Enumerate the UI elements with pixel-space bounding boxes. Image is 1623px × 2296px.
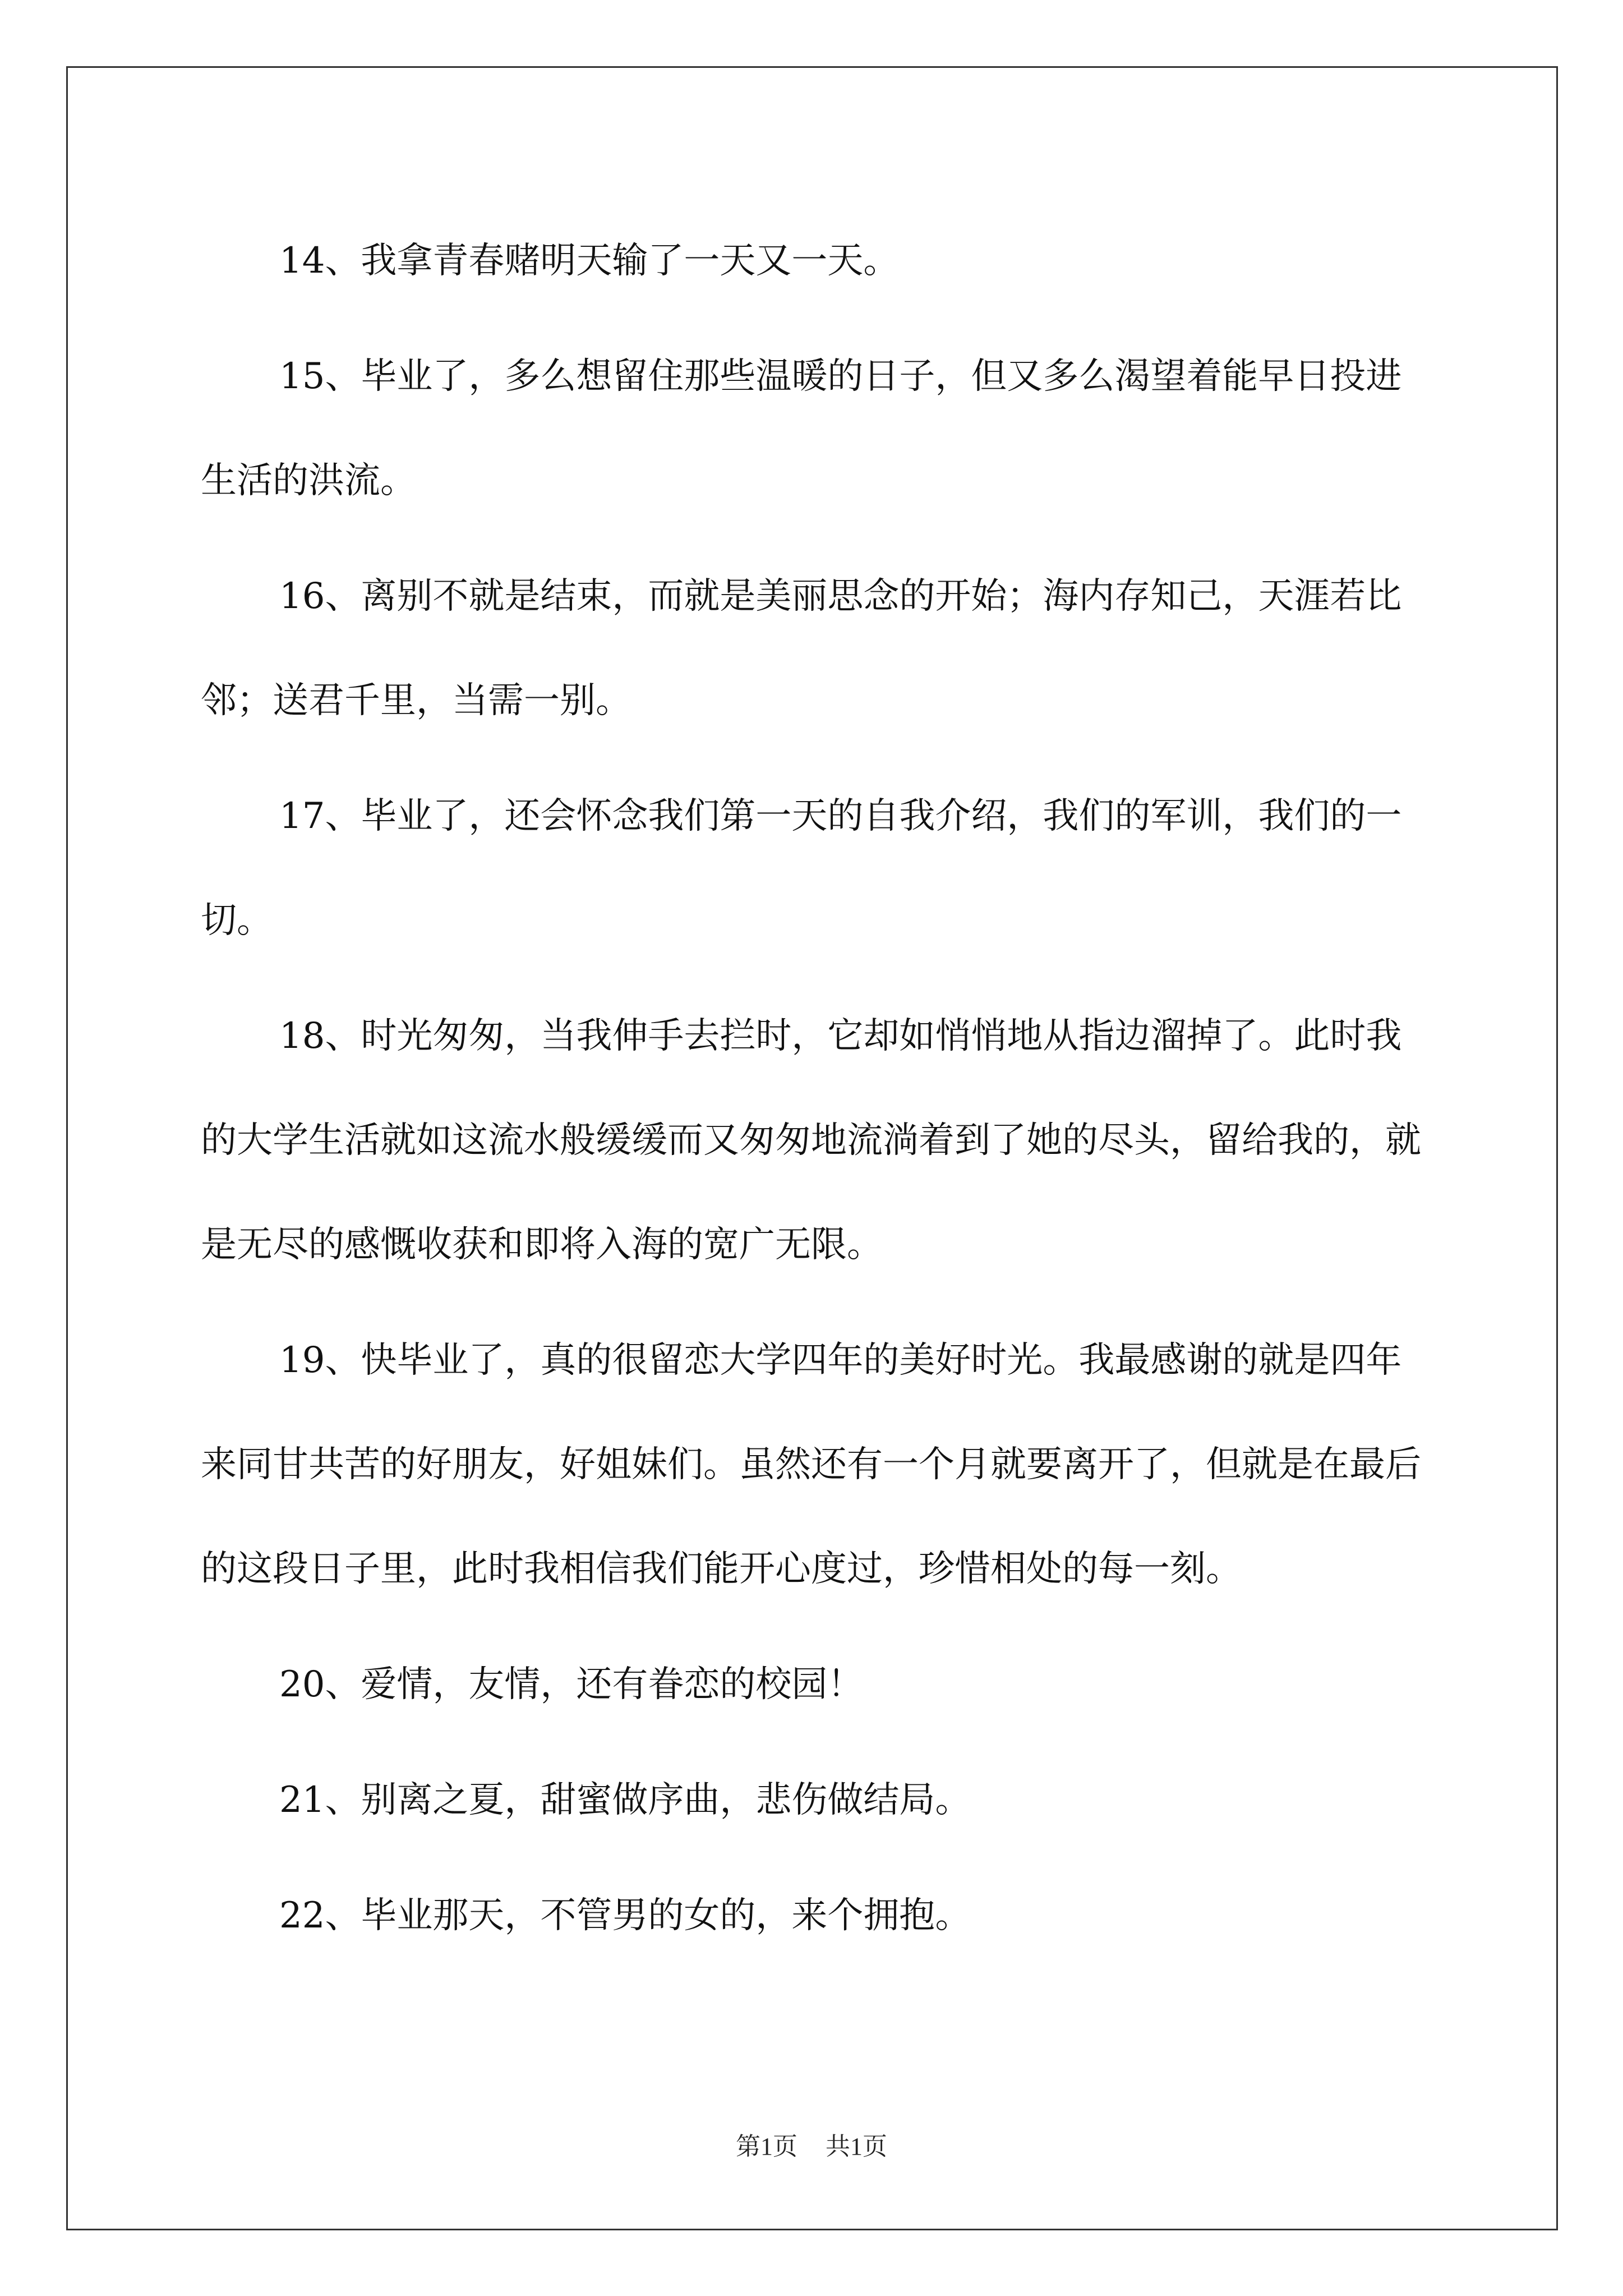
paragraph-20: 20、爱情，友情，还有眷恋的校园！ bbox=[279, 1664, 864, 1705]
paragraph-14: 14、我拿青春赌明天输了一天又一天。 bbox=[279, 240, 900, 282]
paragraph-16: 16、离别不就是结束，而就是美丽思念的开始；海内存知己，天涯若比邻；送君千里，当需一别。 bbox=[201, 576, 1402, 721]
paragraph-21: 21、别离之夏，甜蜜做序曲，悲伤做结局。 bbox=[279, 1779, 971, 1821]
page-footer bbox=[0, 2126, 1623, 2162]
page-total: 共1页 bbox=[826, 2133, 887, 2160]
paragraph-17: 17、毕业了，还会怀念我们第一天的自我介绍，我们的军训，我们的一切。 bbox=[201, 795, 1402, 941]
paragraph-15: 15、毕业了，多么想留住那些温暖的日子，但又多么渴望着能早日投进生活的洪流。 bbox=[201, 356, 1402, 501]
document-body bbox=[201, 209, 1423, 1968]
paragraph-19: 19、快毕业了，真的很留恋大学四年的美好时光。我最感谢的就是四年来同甘共苦的好朋友，好姐妹们。虽然还有一个月就要离开了，但就是在最后的这段日子里，此时我相信我们能开心度过，珍惜相处的每一刻。 bbox=[201, 1340, 1421, 1590]
paragraph-22: 22、毕业那天，不管男的女的，来个拥抱。 bbox=[279, 1895, 971, 1936]
paragraph-18: 18、时光匆匆，当我伸手去拦时，它却如悄悄地从指边溜掉了。此时我的大学生活就如这流水般缓缓而又匆匆地流淌着到了她的尽头，留给我的，就是无尽的感慨收获和即将入海的宽广无限。 bbox=[201, 1015, 1421, 1266]
page-number: 第1页 bbox=[736, 2133, 797, 2160]
